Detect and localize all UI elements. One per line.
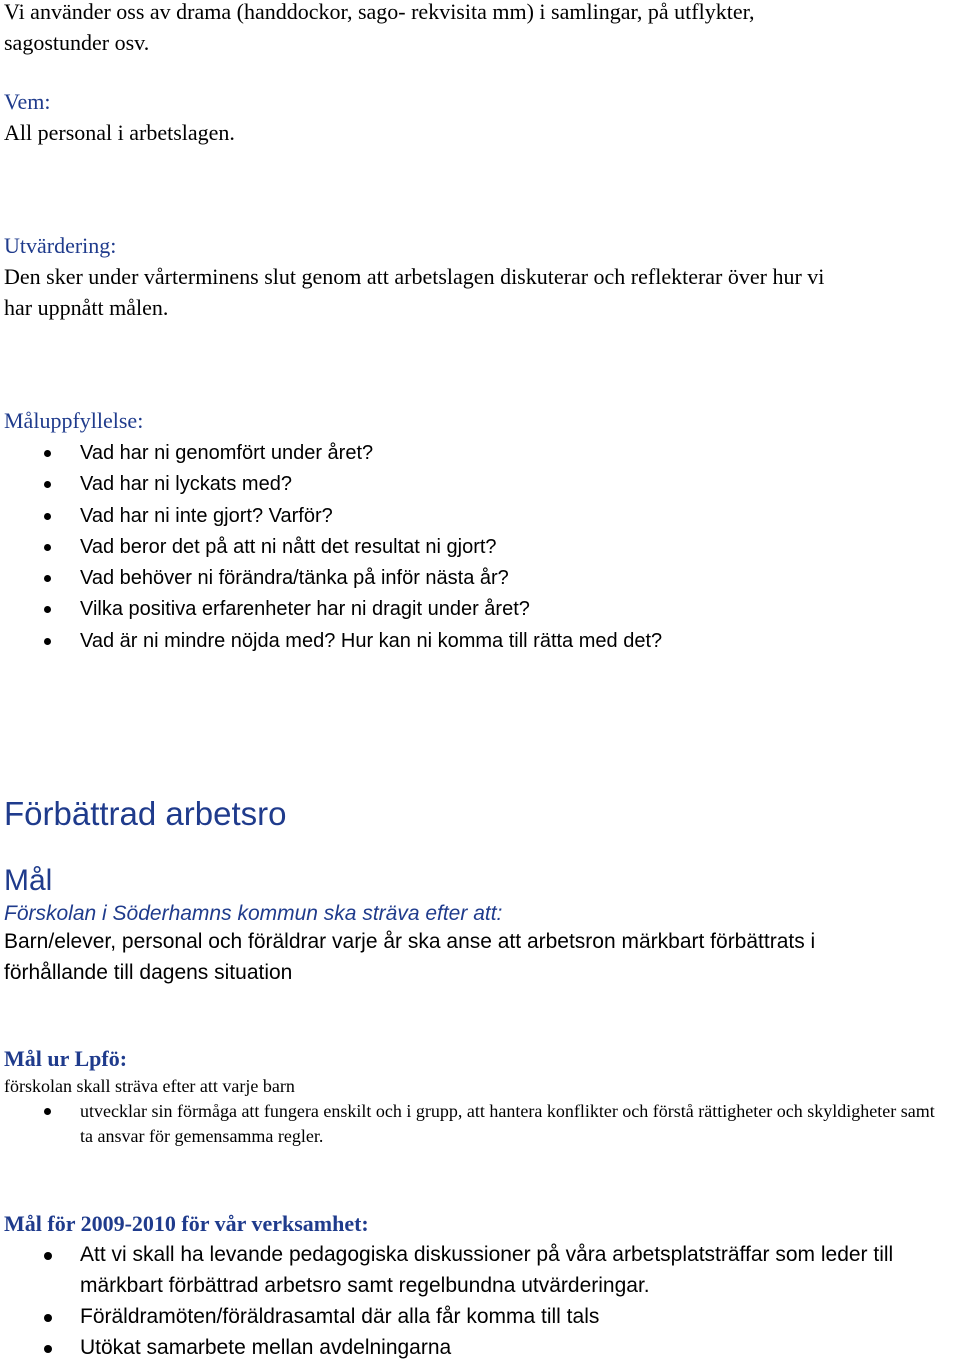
lpfo-block [4, 1043, 944, 1149]
list-item: Vad har ni lyckats med? [4, 469, 944, 500]
section-title: Förbättrad arbetsro [4, 795, 287, 832]
bullet-icon [44, 575, 51, 582]
list-item: utvecklar sin förmåga att fungera enskilt och i grupp, att hantera konflikter och förstå rättigheter och skyldigheter samt ta ansvar för gemensamma regler. [4, 1099, 940, 1149]
lpfo-heading: Mål ur Lpfö: [4, 1046, 128, 1071]
utvardering-line-1: Den sker under vårterminens slut genom att arbetslagen diskuterar och reflekterar över hur vi [4, 264, 825, 289]
utvardering-heading: Utvärdering: [4, 233, 117, 258]
bullet-icon [44, 450, 51, 457]
bullet-icon [44, 1314, 52, 1322]
bullet-icon [44, 1345, 52, 1353]
bullet-icon [44, 638, 51, 645]
intro-paragraph [4, 0, 755, 58]
maluppfyllelse-heading: Måluppfyllelse: [4, 408, 144, 433]
list-item: Vad behöver ni förändra/tänka på inför nästa år? [4, 563, 944, 594]
utvardering-block [4, 230, 824, 323]
maluppfyllelse-block [4, 405, 944, 657]
goal-line-1: Barn/elever, personal och föräldrar varje år ska anse att arbetsron märkbart förbättrats i [4, 930, 816, 953]
verksamhet-block [4, 1208, 944, 1363]
list-item: Vad beror det på att ni nått det resultat ni gjort? [4, 532, 944, 563]
intro-line-1: Vi använder oss av drama (handdockor, sago- rekvisita mm) i samlingar, på utflykter, [4, 0, 755, 24]
bullet-icon [44, 513, 51, 520]
lpfo-intro: förskolan skall sträva efter att varje barn [4, 1076, 295, 1096]
bullet-icon [44, 544, 51, 551]
goal-line-2: förhållande till dagens situation [4, 961, 293, 984]
list-item: Vad har ni inte gjort? Varför? [4, 501, 944, 532]
list-item: Vilka positiva erfarenheter har ni dragit under året? [4, 594, 944, 625]
list-item: Vad har ni genomfört under året? [4, 438, 944, 469]
bullet-icon [44, 1252, 52, 1260]
document-page [4, 0, 960, 1362]
section-subtitle: Förskolan i Söderhamns kommun ska sträva efter att: [4, 902, 503, 925]
list-item: Vad är ni mindre nöjda med? Hur kan ni komma till rätta med det? [4, 626, 944, 657]
vem-heading: Vem: [4, 89, 51, 114]
bullet-icon [44, 1108, 51, 1115]
bullet-icon [44, 606, 51, 613]
vem-text: All personal i arbetslagen. [4, 120, 235, 145]
bullet-icon [44, 481, 51, 488]
maluppfyllelse-list [4, 438, 944, 657]
goal-paragraph [4, 926, 815, 988]
lpfo-list [4, 1099, 944, 1149]
intro-line-2: sagostunder osv. [4, 30, 150, 55]
utvardering-line-2: har uppnått målen. [4, 295, 169, 320]
verksamhet-heading: Mål för 2009-2010 för vår verksamhet: [4, 1211, 369, 1236]
list-item: Utökat samarbete mellan avdelningarna [4, 1332, 940, 1363]
verksamhet-list [4, 1239, 944, 1363]
vem-block [4, 86, 235, 148]
list-item: Att vi skall ha levande pedagogiska diskussioner på våra arbetsplatsträffar som leder till märkbart förbättrad arbetsro samt regelbundna utvärderingar. [4, 1239, 940, 1301]
list-item: Föräldramöten/föräldrasamtal där alla får komma till tals [4, 1301, 940, 1332]
mal-heading: Mål [4, 864, 53, 897]
